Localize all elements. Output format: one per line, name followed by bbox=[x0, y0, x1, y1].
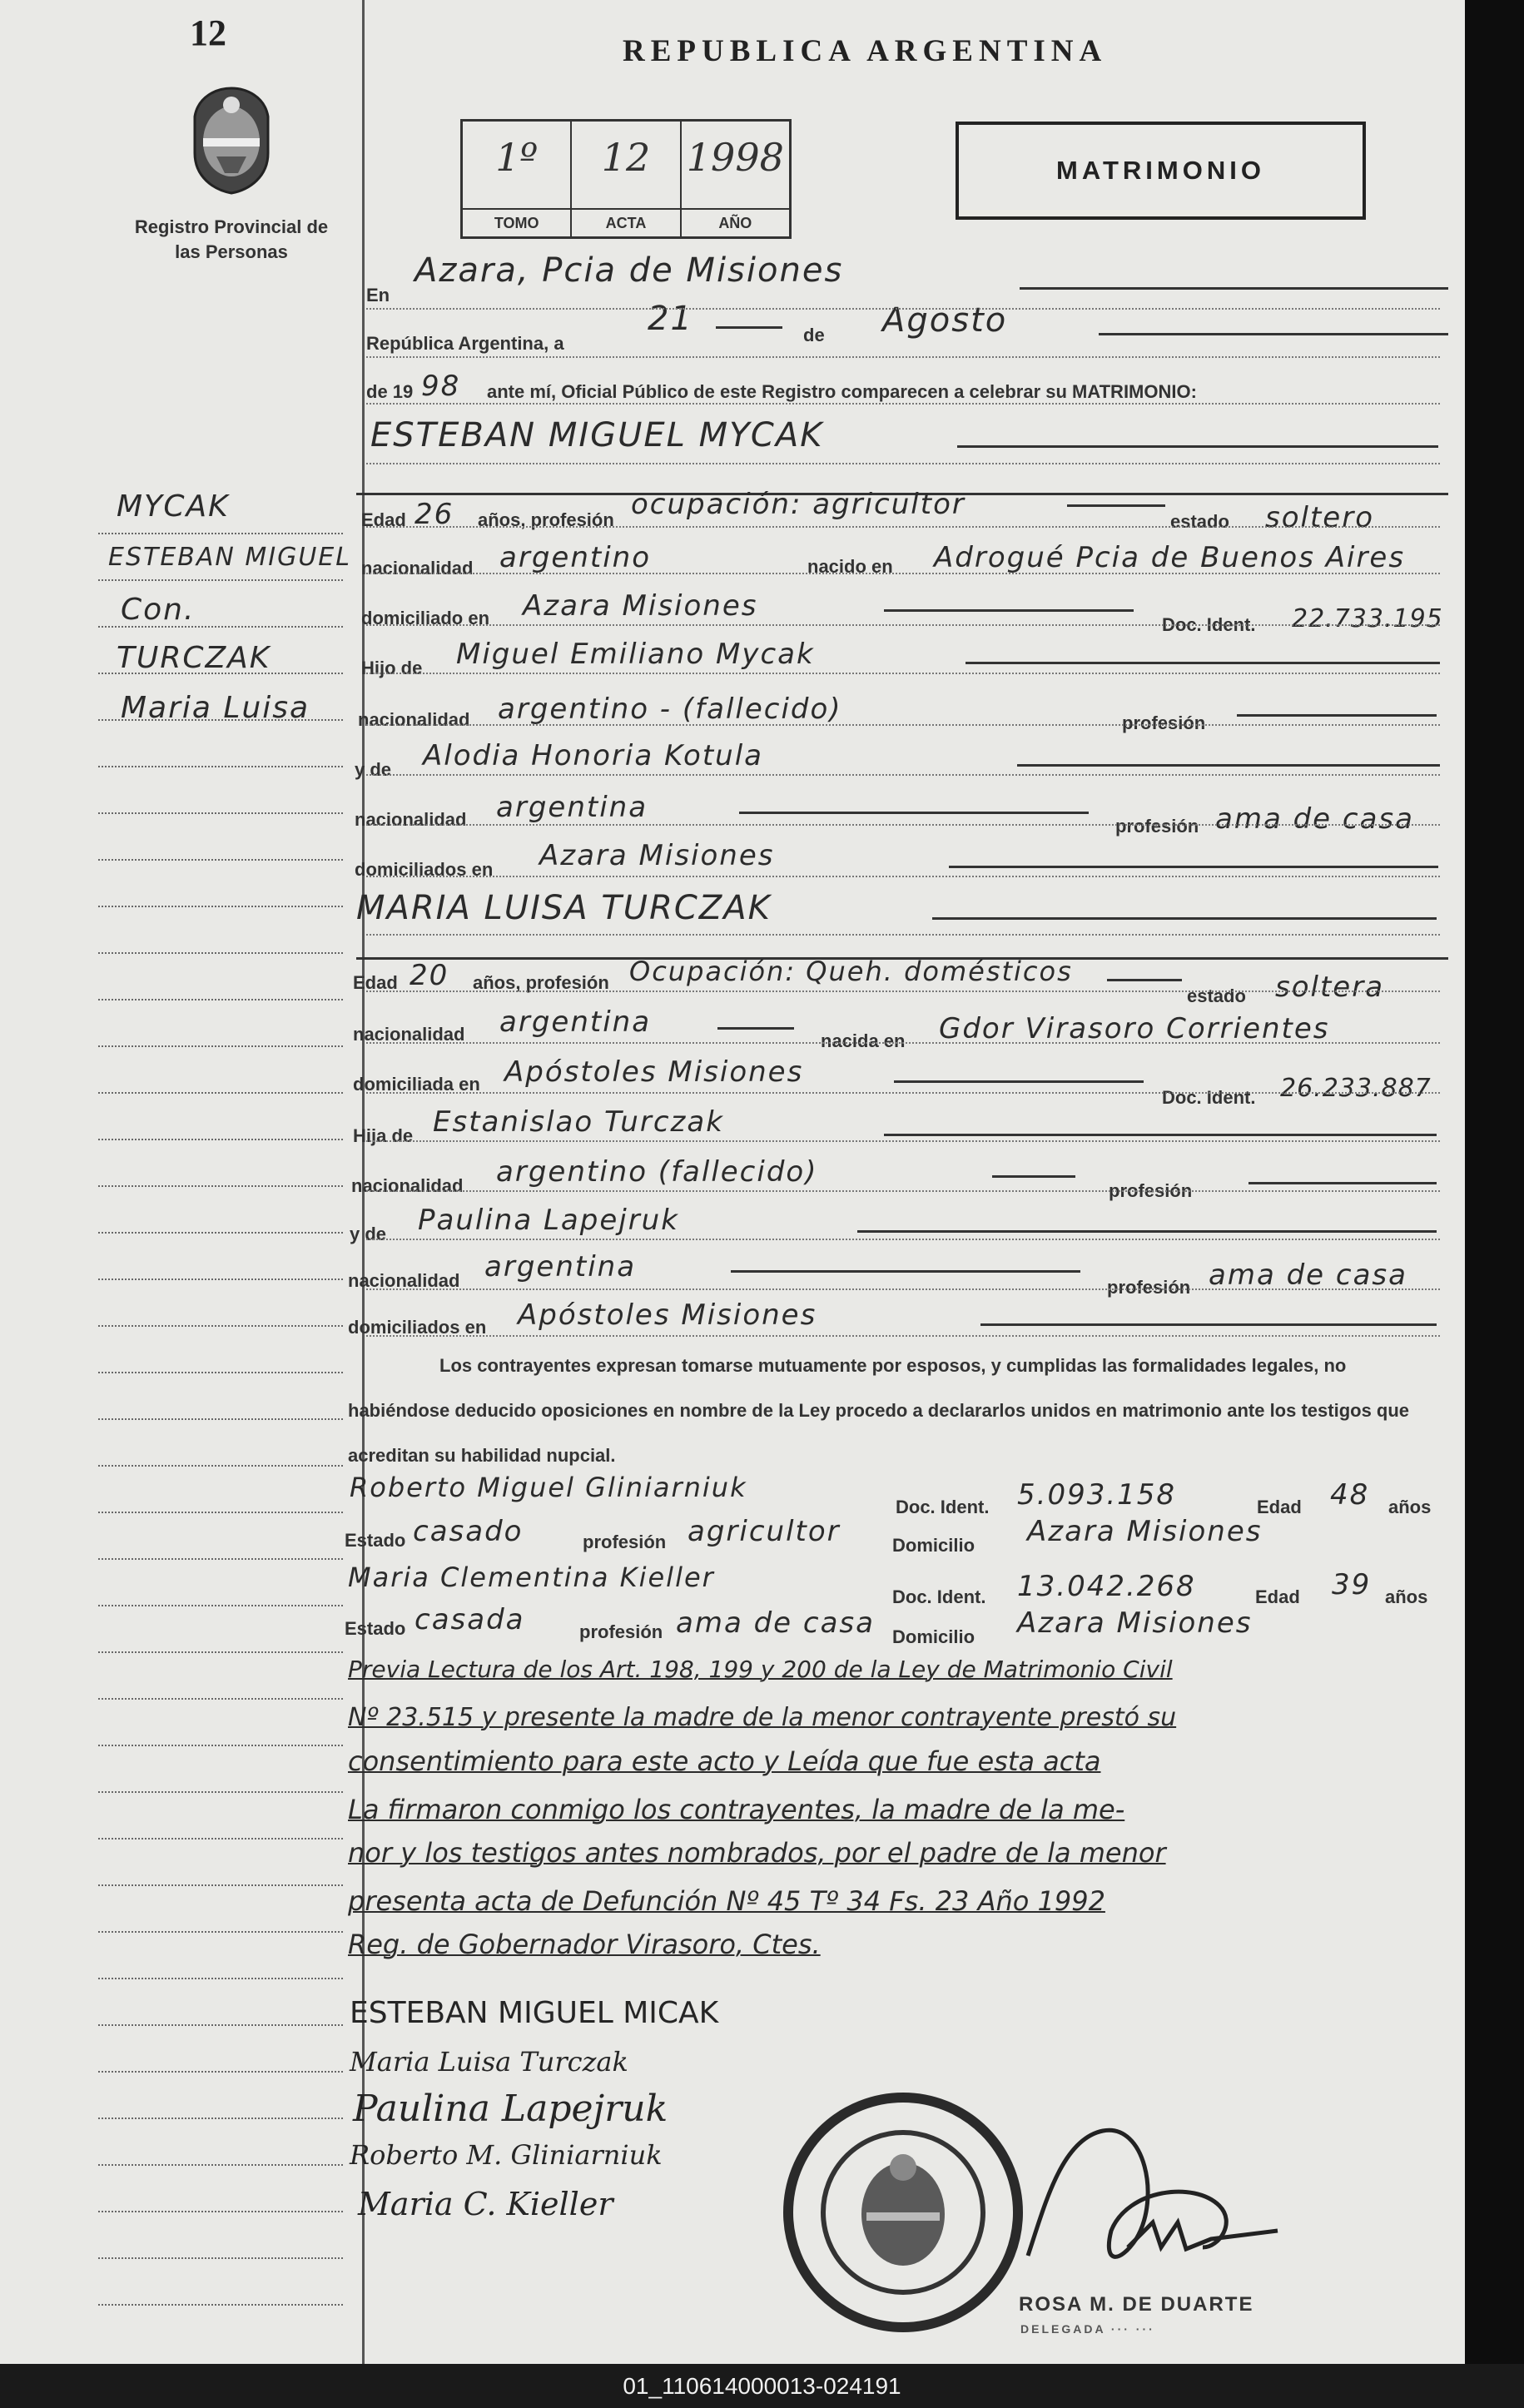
dotted-fill-line bbox=[366, 526, 1440, 528]
groom-edad: 26 bbox=[415, 498, 454, 531]
margin-ruled-line bbox=[98, 1558, 343, 1560]
margin-ruled-line bbox=[98, 812, 343, 814]
fill-rule bbox=[1237, 714, 1437, 717]
bride-full-name: MARIA LUISA TURCZAK bbox=[356, 889, 772, 927]
dotted-fill-line bbox=[366, 573, 1440, 574]
month-value: Agosto bbox=[882, 301, 1008, 340]
bride-estado: soltera bbox=[1275, 971, 1385, 1004]
dotted-fill-line bbox=[366, 624, 1440, 626]
margin-surname-groom: MYCAK bbox=[117, 489, 230, 524]
fill-rule bbox=[1107, 979, 1182, 981]
coat-of-arms-icon bbox=[188, 83, 275, 196]
margin-ruled-line bbox=[98, 1092, 343, 1094]
dotted-fill-line bbox=[366, 1140, 1440, 1142]
margin-ruled-line bbox=[98, 1838, 343, 1840]
witness1-edad-label: Edad bbox=[1257, 1497, 1302, 1517]
witness1-edad: 48 bbox=[1330, 1478, 1370, 1512]
margin-ruled-line bbox=[98, 579, 343, 581]
dotted-fill-line bbox=[366, 1239, 1440, 1240]
witness1-name: Roberto Miguel Gliniarniuk bbox=[350, 1472, 747, 1503]
witness1-domicilio: Azara Misiones bbox=[1027, 1515, 1263, 1548]
official-seal-stamp bbox=[778, 2088, 1028, 2337]
dotted-fill-line bbox=[366, 824, 1440, 826]
ante-label: ante mí, Oficial Público de este Registro comparecen a celebrar su MATRIMONIO: bbox=[487, 381, 1197, 402]
bride-profesion: Ocupación: Queh. domésticos bbox=[629, 956, 1073, 987]
bride-doc: 26.233.887 bbox=[1280, 1074, 1432, 1103]
margin-con: Con. bbox=[121, 593, 196, 627]
groom-mother-prof: ama de casa bbox=[1215, 802, 1414, 836]
margin-ruled-line bbox=[98, 1512, 343, 1513]
tomo-cell bbox=[463, 122, 572, 236]
witness1-anos-label: años bbox=[1388, 1497, 1432, 1517]
groom-nacionalidad: argentino bbox=[499, 541, 651, 574]
fill-rule bbox=[980, 1323, 1437, 1326]
witness2-doc-label: Doc. Ident. bbox=[892, 1586, 986, 1607]
bride-hija-label: Hija de bbox=[353, 1125, 414, 1146]
groom-mother-prof-label: profesión bbox=[1115, 816, 1199, 837]
tomo-acta-ano-box bbox=[460, 119, 792, 239]
bride-father-nac: argentino (fallecido) bbox=[496, 1155, 818, 1189]
dotted-fill-line bbox=[366, 403, 1440, 405]
margin-ruled-line bbox=[98, 533, 343, 534]
groom-parents-dom: Azara Misiones bbox=[539, 839, 775, 872]
bride-father-nac-label: nacionalidad bbox=[351, 1175, 464, 1196]
margin-ruled-line bbox=[98, 1978, 343, 1979]
witness2-profesion-label: profesión bbox=[579, 1621, 663, 1642]
dotted-fill-line bbox=[366, 876, 1440, 877]
margin-ruled-line bbox=[98, 719, 343, 721]
margin-ruled-line bbox=[98, 1139, 343, 1140]
witness1-profesion-label: profesión bbox=[583, 1532, 667, 1552]
official-signature-scribble bbox=[1011, 2106, 1286, 2281]
ano-value: 1998 bbox=[686, 135, 784, 180]
tomo-value: 1º bbox=[495, 135, 539, 180]
dotted-fill-line bbox=[366, 463, 1440, 464]
margin-ruled-line bbox=[98, 1418, 343, 1420]
bride-nacionalidad: argentina bbox=[499, 1005, 652, 1039]
groom-domicilio: Azara Misiones bbox=[523, 589, 758, 623]
official-name: ROSA M. DE DUARTE bbox=[1019, 2293, 1254, 2316]
fill-rule bbox=[932, 917, 1437, 920]
margin-ruled-line bbox=[98, 1325, 343, 1327]
witness2-estado: casada bbox=[415, 1603, 525, 1636]
groom-mother: Alodia Honoria Kotula bbox=[423, 739, 764, 772]
fill-rule bbox=[966, 662, 1440, 664]
margin-ruled-line bbox=[98, 1185, 343, 1187]
margin-ruled-line bbox=[98, 626, 343, 628]
bride-doc-label: Doc. Ident. bbox=[1162, 1087, 1256, 1108]
margin-ruled-line bbox=[98, 766, 343, 767]
groom-father: Miguel Emiliano Mycak bbox=[456, 638, 815, 671]
margin-ruled-line bbox=[98, 1045, 343, 1047]
witness1-doc-label: Doc. Ident. bbox=[896, 1497, 990, 1517]
margin-ruled-line bbox=[98, 1791, 343, 1793]
acta-value: 12 bbox=[601, 135, 651, 180]
groom-nac-label: nacionalidad bbox=[361, 558, 474, 578]
margin-ruled-line bbox=[98, 1651, 343, 1653]
fill-rule bbox=[884, 609, 1134, 612]
witness1-estado: casado bbox=[413, 1515, 524, 1548]
margin-ruled-line bbox=[98, 2071, 343, 2073]
fill-rule bbox=[1099, 333, 1448, 335]
bride-nacida-label: nacida en bbox=[821, 1030, 906, 1051]
dotted-fill-line bbox=[366, 356, 1440, 358]
dotted-fill-line bbox=[366, 1042, 1440, 1044]
bride-mother-nac-label: nacionalidad bbox=[348, 1270, 460, 1291]
groom-hijo-label: Hijo de bbox=[361, 658, 423, 678]
bride-edad: 20 bbox=[410, 959, 449, 992]
fill-rule bbox=[716, 326, 782, 329]
bride-parents-dom: Apóstoles Misiones bbox=[518, 1298, 817, 1332]
witness2-domicilio-label: Domicilio bbox=[892, 1626, 975, 1647]
year-suffix: 98 bbox=[421, 370, 461, 403]
dotted-fill-line bbox=[366, 1190, 1440, 1192]
margin-name-bride: Maria Luisa bbox=[121, 691, 310, 725]
margin-ruled-line bbox=[98, 2304, 343, 2306]
margin-ruled-line bbox=[98, 999, 343, 1000]
de-label: de bbox=[803, 325, 825, 345]
groom-doc: 22.733.195 bbox=[1292, 604, 1443, 633]
groom-father-prof-label: profesión bbox=[1122, 712, 1206, 733]
bride-nac-label: nacionalidad bbox=[353, 1024, 465, 1045]
witness2-edad: 39 bbox=[1332, 1568, 1372, 1601]
registry-name: Registro Provincial de las Personas bbox=[134, 216, 329, 262]
bride-signature: Maria Luisa Turczak bbox=[350, 2046, 628, 2078]
groom-edad-label: Edad bbox=[361, 509, 406, 530]
acta-cell bbox=[572, 122, 681, 236]
observation-line: presenta acta de Defunción Nº 45 Tº 34 Fs. 23 Año 1992 bbox=[348, 1885, 1105, 1917]
witness2-anos-label: años bbox=[1385, 1586, 1428, 1607]
observation-line: Nº 23.515 y presente la madre de la menor contrayente prestó su bbox=[348, 1703, 1177, 1732]
groom-parents-dom-label: domiciliados en bbox=[355, 859, 494, 880]
groom-estado: soltero bbox=[1265, 501, 1374, 534]
witness2-signature: Maria C. Kieller bbox=[358, 2186, 613, 2222]
margin-ruled-line bbox=[98, 1372, 343, 1373]
groom-nacido-label: nacido en bbox=[807, 556, 893, 577]
witness1-domicilio-label: Domicilio bbox=[892, 1535, 975, 1556]
groom-full-name: ESTEBAN MIGUEL MYCAK bbox=[370, 416, 824, 454]
bride-estado-label: estado bbox=[1187, 986, 1246, 1006]
fill-rule bbox=[857, 1230, 1437, 1233]
bride-dom-label: domiciliada en bbox=[353, 1074, 480, 1095]
fill-rule bbox=[731, 1270, 1080, 1273]
margin-ruled-line bbox=[98, 2211, 343, 2212]
groom-profesion: ocupación: agricultor bbox=[631, 488, 966, 521]
groom-father-nac-label: nacionalidad bbox=[358, 709, 470, 730]
margin-ruled-line bbox=[98, 1745, 343, 1746]
bride-nacida-en: Gdor Virasoro Corrientes bbox=[939, 1012, 1330, 1045]
margin-ruled-line bbox=[98, 2118, 343, 2119]
margin-ruled-line bbox=[98, 859, 343, 861]
groom-estado-label: estado bbox=[1170, 511, 1229, 532]
official-title: DELEGADA ··· ··· bbox=[1020, 2322, 1155, 2336]
dotted-fill-line bbox=[366, 1335, 1440, 1337]
fill-rule bbox=[739, 812, 1089, 814]
dotted-fill-line bbox=[366, 724, 1440, 726]
dotted-fill-line bbox=[366, 308, 1440, 310]
margin-ruled-line bbox=[98, 1278, 343, 1280]
witness2-edad-label: Edad bbox=[1255, 1586, 1300, 1607]
ano-cell bbox=[682, 122, 789, 236]
margin-ruled-line bbox=[98, 1698, 343, 1700]
fill-rule bbox=[1067, 504, 1165, 507]
bride-mother-nac: argentina bbox=[484, 1250, 637, 1283]
groom-dom-label: domiciliado en bbox=[361, 608, 490, 628]
groom-doc-label: Doc. Ident. bbox=[1162, 614, 1256, 635]
bride-father: Estanislao Turczak bbox=[433, 1105, 724, 1139]
acta-label: ACTA bbox=[572, 208, 679, 236]
document-type-box: MATRIMONIO bbox=[956, 122, 1366, 220]
bride-mother: Paulina Lapejruk bbox=[418, 1204, 679, 1237]
declaration-text: Los contrayentes expresan tomarse mutuamente por esposos, y cumplidas las formalidades legales, no habiéndose deducido oposiciones en nombre de la Ley procedo a declararlos unidos en matrimonio ante los testigos que acreditan su habilidad nupcial. bbox=[348, 1355, 1410, 1466]
groom-yde-label: y de bbox=[355, 759, 392, 780]
groom-father-nac: argentino - (fallecido) bbox=[498, 693, 842, 726]
document-header-title: REPUBLICA ARGENTINA bbox=[623, 34, 1108, 68]
witness2-domicilio: Azara Misiones bbox=[1017, 1606, 1253, 1640]
fill-rule bbox=[992, 1175, 1075, 1178]
page-number: 12 bbox=[190, 12, 226, 53]
mother-signature: Paulina Lapejruk bbox=[353, 2088, 668, 2130]
observation-line: consentimiento para este acto y Leída que fue esta acta bbox=[348, 1745, 1101, 1777]
witness1-profesion: agricultor bbox=[688, 1515, 841, 1548]
groom-mother-nac: argentina bbox=[496, 791, 648, 824]
year-prefix: de 19 bbox=[366, 381, 414, 402]
margin-ruled-line bbox=[98, 1931, 343, 1933]
bride-yde-label: y de bbox=[350, 1224, 387, 1244]
observation-line: Reg. de Gobernador Virasoro, Ctes. bbox=[348, 1929, 821, 1960]
margin-ruled-line bbox=[98, 906, 343, 907]
observation-line: nor y los testigos antes nombrados, por el padre de la menor bbox=[348, 1837, 1166, 1869]
bride-father-prof-label: profesión bbox=[1109, 1180, 1193, 1201]
margin-surname-bride: TURCZAK bbox=[117, 641, 271, 675]
bride-parents-dom-label: domiciliados en bbox=[348, 1317, 487, 1338]
dotted-fill-line bbox=[366, 991, 1440, 992]
en-label: En bbox=[366, 285, 390, 305]
bride-mother-prof-label: profesión bbox=[1107, 1277, 1191, 1298]
margin-ruled-line bbox=[98, 1232, 343, 1234]
fill-rule bbox=[717, 1027, 794, 1030]
witness1-estado-label: Estado bbox=[345, 1530, 406, 1551]
margin-name-groom: ESTEBAN MIGUEL bbox=[108, 543, 351, 572]
file-id-footer: 01_110614000013-024191 bbox=[623, 2373, 901, 2399]
margin-ruled-line bbox=[98, 1605, 343, 1606]
groom-signature: ESTEBAN MIGUEL MICAK bbox=[350, 1996, 719, 2030]
witness2-profesion: ama de casa bbox=[676, 1606, 875, 1640]
ano-label: AÑO bbox=[682, 208, 789, 236]
place-value: Azara, Pcia de Misiones bbox=[415, 251, 844, 290]
republica-label: República Argentina, a bbox=[366, 333, 564, 354]
fill-rule bbox=[1248, 1182, 1437, 1184]
witness2-name: Maria Clementina Kieller bbox=[348, 1561, 715, 1593]
fill-rule bbox=[949, 866, 1438, 868]
bride-domicilio: Apóstoles Misiones bbox=[504, 1055, 804, 1089]
witness1-doc: 5.093.158 bbox=[1017, 1478, 1177, 1512]
fill-rule bbox=[894, 1080, 1144, 1083]
witness1-signature: Roberto M. Gliniarniuk bbox=[350, 2139, 663, 2171]
fill-rule bbox=[1017, 764, 1440, 767]
groom-nacido-en: Adrogué Pcia de Buenos Aires bbox=[934, 541, 1406, 574]
bride-mother-prof: ama de casa bbox=[1209, 1259, 1407, 1292]
margin-ruled-line bbox=[98, 2257, 343, 2259]
observation-line: La firmaron conmigo los contrayentes, la madre de la me- bbox=[348, 1794, 1125, 1825]
groom-profesion-label: años, profesión bbox=[478, 509, 614, 530]
scan-edge bbox=[1465, 0, 1524, 2364]
margin-ruled-line bbox=[98, 2164, 343, 2166]
witness2-doc: 13.042.268 bbox=[1017, 1570, 1196, 1603]
tomo-label: TOMO bbox=[463, 208, 570, 236]
margin-ruled-line bbox=[98, 952, 343, 954]
dotted-fill-line bbox=[366, 774, 1440, 776]
margin-ruled-line bbox=[98, 2024, 343, 2026]
bride-profesion-label: años, profesión bbox=[473, 972, 609, 993]
dotted-fill-line bbox=[366, 1092, 1440, 1094]
margin-ruled-line bbox=[98, 1465, 343, 1467]
fill-rule bbox=[884, 1134, 1437, 1136]
fill-rule bbox=[957, 445, 1438, 448]
margin-ruled-line bbox=[98, 1884, 343, 1886]
groom-mother-nac-label: nacionalidad bbox=[355, 809, 467, 830]
day-value: 21 bbox=[648, 300, 693, 338]
bride-edad-label: Edad bbox=[353, 972, 398, 993]
witness2-estado-label: Estado bbox=[345, 1618, 406, 1639]
dotted-fill-line bbox=[366, 673, 1440, 674]
dotted-fill-line bbox=[366, 934, 1440, 936]
observation-line: Previa Lectura de los Art. 198, 199 y 200 de la Ley de Matrimonio Civil bbox=[348, 1656, 1173, 1683]
fill-rule bbox=[1020, 287, 1448, 290]
dotted-fill-line bbox=[366, 1288, 1440, 1290]
margin-ruled-line bbox=[98, 673, 343, 674]
